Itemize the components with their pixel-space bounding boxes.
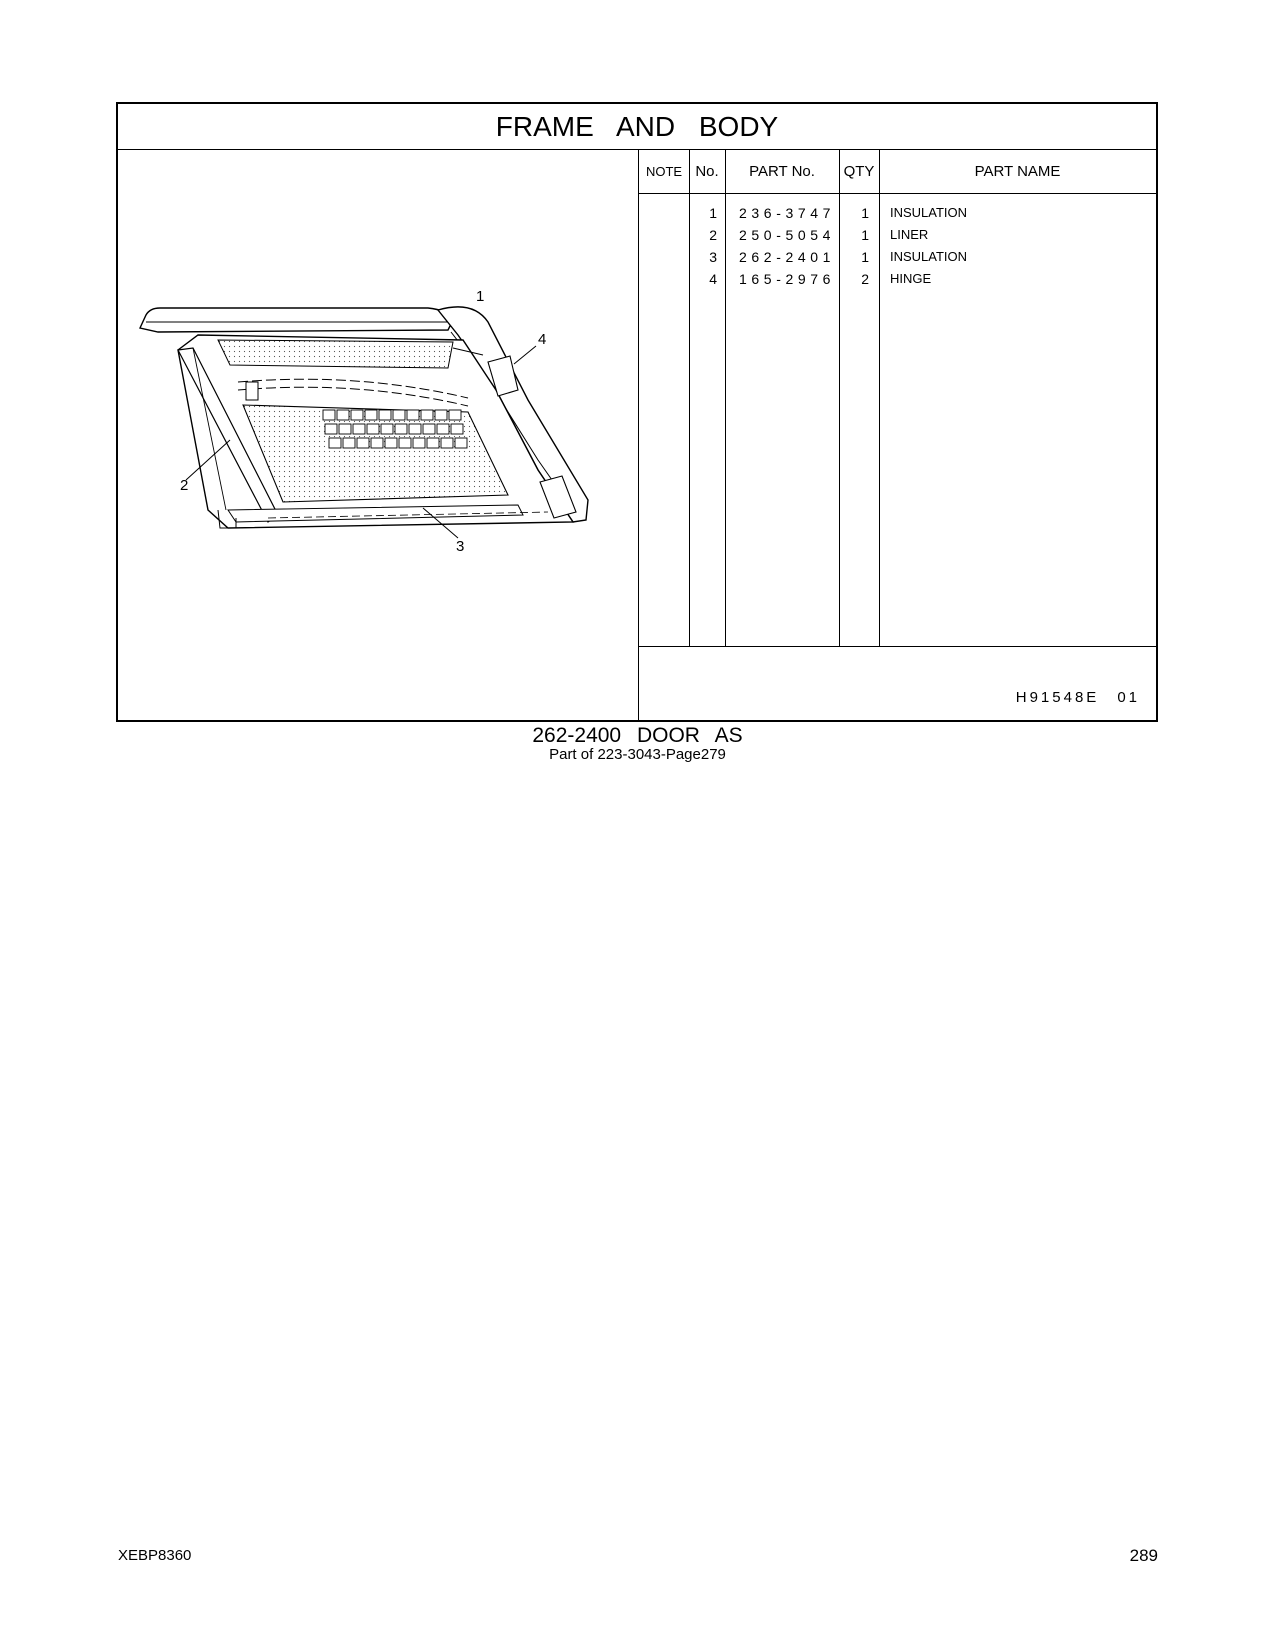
table-header (639, 150, 1156, 194)
row-number: 1 (709, 205, 717, 221)
row-number: 3 (709, 249, 717, 265)
table-row (639, 224, 1156, 246)
part-name: INSULATION (890, 249, 968, 264)
header-qty: QTY (843, 163, 875, 180)
header-part-no: PART No. (749, 163, 815, 180)
row-number: 2 (709, 227, 717, 243)
part-number: 165-2976 (739, 271, 835, 287)
part-name: INSULATION (890, 205, 968, 220)
callout-4: 4 (538, 331, 547, 348)
callout-2: 2 (180, 477, 189, 494)
header-no: No. (695, 163, 719, 180)
callout-1: 1 (476, 288, 485, 305)
section-title: FRAME AND BODY (118, 104, 1156, 150)
assembly-caption: 262-2400 DOOR AS (532, 724, 743, 747)
assembly-subcaption: Part of 223-3043-Page279 (549, 746, 726, 763)
callout-3: 3 (456, 538, 465, 555)
exploded-diagram (118, 150, 639, 720)
drawing-id (1016, 689, 1140, 706)
quantity: 1 (861, 249, 869, 265)
table-body (639, 194, 1156, 646)
quantity: 2 (861, 271, 869, 287)
table-row (639, 268, 1156, 290)
drawing-code: H91548E (1015, 689, 1100, 706)
parts-frame (116, 102, 1158, 722)
parts-table (639, 150, 1156, 720)
table-row (639, 246, 1156, 268)
row-number: 4 (709, 271, 717, 287)
header-note: NOTE (645, 164, 683, 179)
part-name: LINER (890, 227, 929, 242)
table-row (639, 202, 1156, 224)
document-code: XEBP8360 (118, 1547, 192, 1564)
drawing-id-box (639, 646, 1156, 720)
drawing-revision: 01 (1117, 689, 1140, 706)
part-name: HINGE (890, 271, 932, 286)
part-number: 262-2401 (739, 249, 835, 265)
door-assembly-drawing (118, 150, 637, 720)
quantity: 1 (861, 205, 869, 221)
header-part-name: PART NAME (974, 163, 1061, 180)
page-number: 289 (1129, 1546, 1158, 1565)
quantity: 1 (861, 227, 869, 243)
part-number: 236-3747 (739, 205, 835, 221)
part-number: 250-5054 (739, 227, 835, 243)
